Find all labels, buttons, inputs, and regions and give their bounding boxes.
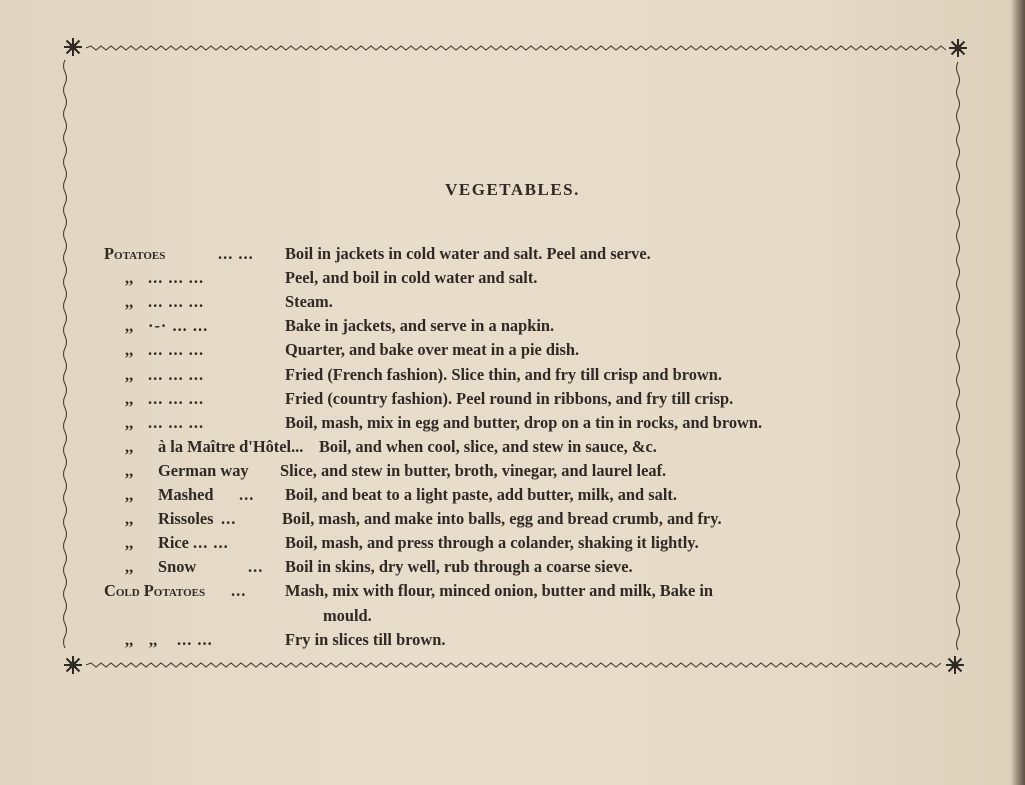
entry-leader-dots: ... xyxy=(239,485,255,504)
entry-leader-dots: ... ... xyxy=(177,629,213,649)
entry-subheading: Rissoles xyxy=(158,509,214,529)
entry-instruction: Boil, and when cool, slice, and stew in sauce, &c. xyxy=(319,436,657,456)
entry-leader-dots: ... ... ... xyxy=(148,340,205,360)
entry-instruction: Boil, mash, mix in egg and butter, drop on a tin in rocks, and brown. xyxy=(285,412,763,432)
ditto-mark: ,, xyxy=(125,509,134,529)
entry-leader-dots: ... xyxy=(248,557,264,577)
entry-instruction: Peel, and boil in cold water and salt. xyxy=(285,268,538,288)
bottom-border-line xyxy=(86,663,941,667)
entry-instruction: Bake in jackets, and serve in a napkin. xyxy=(285,316,555,336)
ditto-mark: ,, xyxy=(149,629,158,649)
ditto-mark: ,, xyxy=(125,268,134,288)
entry-instruction: Boil, and beat to a light paste, add butter, milk, and salt. xyxy=(285,485,677,504)
entry-heading: Cold Potatoes xyxy=(104,581,206,601)
entry-subheading: German way xyxy=(158,460,249,480)
entry-instruction: Slice, and stew in butter, broth, vinegar, and laurel leaf. xyxy=(280,460,667,480)
ditto-mark: ,, xyxy=(125,557,134,577)
ditto-mark: ,, xyxy=(125,412,134,432)
entry-subheading: Snow xyxy=(158,557,197,577)
entry-instruction: Fried (French fashion). Slice thin, and fry till crisp and brown. xyxy=(285,364,722,384)
entry-leader-dots: ... ... ... xyxy=(148,412,205,432)
right-border-line xyxy=(957,62,960,650)
entry-leader-dots: ... ... ... xyxy=(148,268,205,288)
entry-instruction: Mash, mix with flour, minced onion, butter and milk, Bake in xyxy=(285,581,714,601)
entry-leader-dots: ·-· ... ... xyxy=(148,316,209,336)
ditto-mark: ,, xyxy=(125,316,134,336)
entry-instruction: Quarter, and bake over meat in a pie dish. xyxy=(285,340,580,360)
entry-leader-dots: ... xyxy=(231,581,247,601)
ditto-mark: ,, xyxy=(125,292,134,312)
entry-instruction-continuation: mould. xyxy=(323,605,372,625)
ditto-mark: ,, xyxy=(125,388,134,408)
left-border-line xyxy=(64,60,67,648)
ditto-mark: ,, xyxy=(125,364,134,384)
entry-leader-dots: ... ... ... xyxy=(148,388,205,408)
entry-leader-dots: ... ... xyxy=(193,533,229,553)
entry-instruction: Fried (country fashion). Peel round in ribbons, and fry till crisp. xyxy=(285,388,734,408)
entry-leader-dots: ... xyxy=(221,509,237,529)
entry-subheading: à la Maître d'Hôtel... xyxy=(158,436,304,456)
ditto-mark: ,, xyxy=(125,629,134,649)
entry-leader-dots: ... ... ... xyxy=(148,364,205,384)
entry-instruction: Boil in skins, dry well, rub through a coarse sieve. xyxy=(285,557,633,577)
entry-instruction: Boil, mash, and press through a colander, shaking it lightly. xyxy=(285,533,699,553)
entry-heading: Potatoes xyxy=(104,244,166,263)
ditto-mark: ,, xyxy=(125,436,134,456)
entry-instruction: Boil, mash, and make into balls, egg and bread crumb, and fry. xyxy=(282,509,722,529)
ditto-mark: ,, xyxy=(125,460,134,480)
entry-instruction: Steam. xyxy=(285,292,333,312)
ditto-mark: ,, xyxy=(125,533,134,553)
entry-subheading: Mashed xyxy=(158,485,214,504)
ditto-mark: ,, xyxy=(125,485,134,504)
corner-ornament-top-right xyxy=(949,39,967,57)
entry-subheading: Rice xyxy=(158,533,189,553)
corner-ornament-bottom-right xyxy=(946,656,964,674)
page-title: VEGETABLES. xyxy=(445,180,580,199)
entry-instruction: Boil in jackets in cold water and salt. Peel and serve. xyxy=(285,244,651,263)
corner-ornament-bottom-left xyxy=(64,656,82,674)
entry-instruction: Fry in slices till brown. xyxy=(285,629,446,649)
top-border-line xyxy=(86,46,946,50)
entry-leader-dots: ... ... ... xyxy=(148,292,205,312)
ditto-mark: ,, xyxy=(125,340,134,360)
corner-ornament-top-left xyxy=(64,38,82,56)
entry-leader-dots: ... ... xyxy=(218,244,254,263)
